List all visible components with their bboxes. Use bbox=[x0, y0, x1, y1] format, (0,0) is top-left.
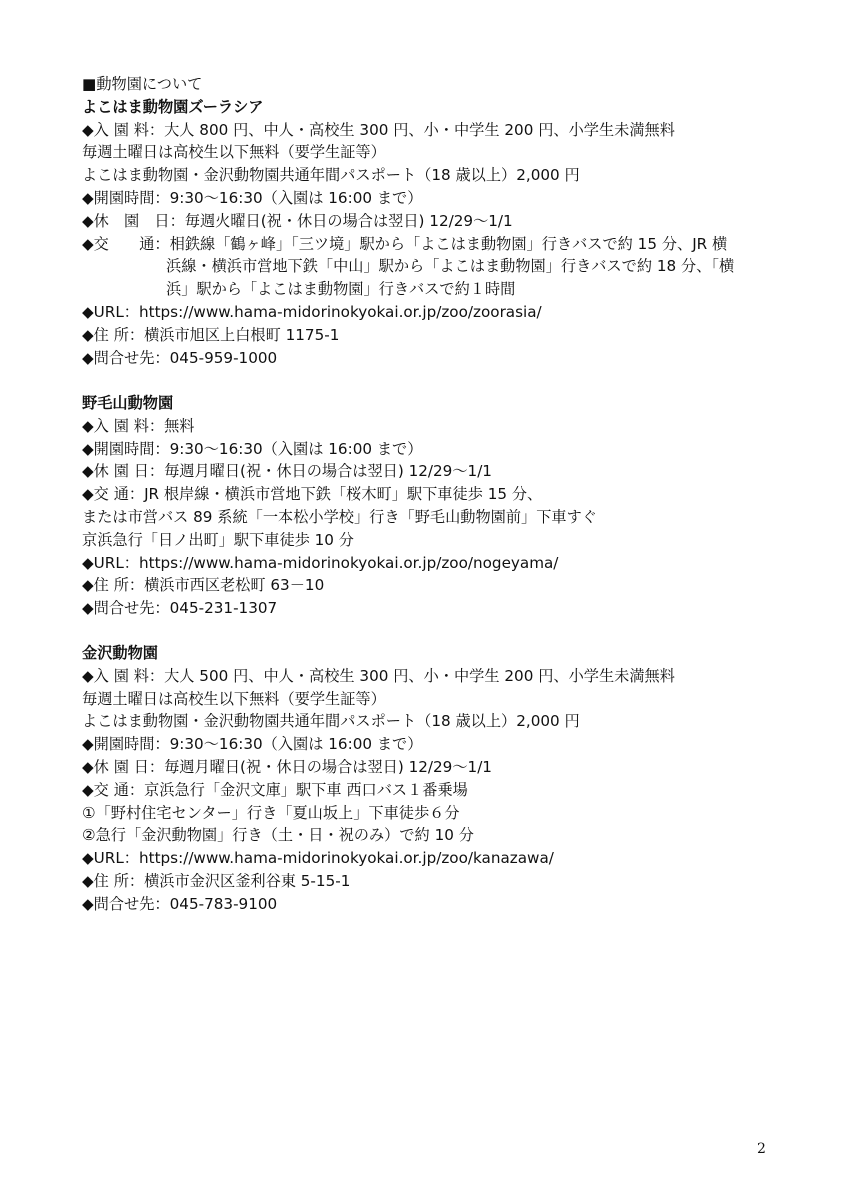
zoorasia-url: ◆URL：https://www.hama-midorinokyokai.or.jp/zoo/zoorasia/ bbox=[82, 302, 542, 321]
page-heading: ■動物園について bbox=[82, 75, 203, 93]
nogeyama-access-line-3: 京浜急行「日ノ出町」駅下車徒歩 10 分 bbox=[82, 530, 354, 549]
zoorasia-contact: ◆問合せ先：045-959-1000 bbox=[82, 348, 278, 367]
kanazawa-title: 金沢動物園 bbox=[82, 644, 158, 662]
kanazawa-admission: ◆入 園 料：大人 500 円、中人・高校生 300 円、小・中学生 200 円、小学生未満無料 bbox=[82, 666, 675, 685]
nogeyama-title: 野毛山動物園 bbox=[82, 394, 174, 412]
zoorasia-access bbox=[82, 233, 782, 256]
page-number: 2 bbox=[757, 1141, 766, 1157]
zoorasia-access-line-2: 浜線・横浜市営地下鉄「中山」駅から「よこはま動物園」行きバスで約 18 分、「横 bbox=[166, 257, 735, 276]
nogeyama-contact: ◆問合せ先：045-231-1307 bbox=[82, 599, 278, 618]
zoorasia-saturday-note: 毎週土曜日は高校生以下無料（要学生証等） bbox=[82, 143, 386, 162]
kanazawa-address: ◆住 所：横浜市金沢区釜利谷東 5-15-1 bbox=[82, 871, 351, 890]
section-zoorasia bbox=[82, 73, 782, 369]
kanazawa-contact: ◆問合せ先：045-783-9100 bbox=[82, 894, 278, 913]
kanazawa-closed-days: ◆休 園 日：毎週月曜日(祝・休日の場合は翌日) 12/29～1/1 bbox=[82, 757, 492, 776]
nogeyama-closed-days: ◆休 園 日：毎週月曜日(祝・休日の場合は翌日) 12/29～1/1 bbox=[82, 462, 492, 481]
zoorasia-closed-days: ◆休 園 日：毎週火曜日(祝・休日の場合は翌日) 12/29～1/1 bbox=[82, 211, 513, 230]
nogeyama-access-line-2: または市営バス 89 系統「一本松小学校」行き「野毛山動物園前」下車すぐ bbox=[82, 507, 597, 526]
kanazawa-access-line-3: ②急行「金沢動物園」行き（土・日・祝のみ）で約 10 分 bbox=[82, 826, 474, 845]
zoorasia-hours: ◆開園時間：9:30～16:30（入園は 16:00 まで） bbox=[82, 188, 423, 207]
kanazawa-access-line-1: ◆交 通：京浜急行「金沢文庫」駅下車 西口バス１番乗場 bbox=[82, 780, 468, 799]
section-nogeyama bbox=[82, 392, 782, 620]
nogeyama-hours: ◆開園時間：9:30～16:30（入園は 16:00 まで） bbox=[82, 439, 423, 458]
kanazawa-passport: よこはま動物園・金沢動物園共通年間パスポート（18 歳以上）2,000 円 bbox=[82, 712, 580, 731]
nogeyama-access-line-1: ◆交 通：JR 根岸線・横浜市営地下鉄「桜木町」駅下車徒歩 15 分、 bbox=[82, 485, 543, 504]
kanazawa-url: ◆URL：https://www.hama-midorinokyokai.or.jp/zoo/kanazawa/ bbox=[82, 849, 554, 868]
kanazawa-saturday-note: 毎週土曜日は高校生以下無料（要学生証等） bbox=[82, 689, 386, 708]
zoorasia-address: ◆住 所：横浜市旭区上白根町 1175-1 bbox=[82, 325, 340, 344]
nogeyama-address: ◆住 所：横浜市西区老松町 63－10 bbox=[82, 576, 325, 595]
section-kanazawa bbox=[82, 642, 782, 916]
zoorasia-title: よこはま動物園ズーラシア bbox=[82, 97, 264, 116]
zoorasia-admission: ◆入 園 料：大人 800 円、中人・高校生 300 円、小・中学生 200 円、小学生未満無料 bbox=[82, 120, 675, 139]
zoorasia-passport: よこはま動物園・金沢動物園共通年間パスポート（18 歳以上）2,000 円 bbox=[82, 166, 580, 185]
zoorasia-access-label: ◆交 通： bbox=[82, 234, 170, 253]
nogeyama-admission: ◆入 園 料：無料 bbox=[82, 416, 195, 435]
zoorasia-access-line-1: 相鉄線「鶴ヶ峰」「三ツ境」駅から「よこはま動物園」行きバスで約 15 分、JR 横 bbox=[169, 234, 728, 253]
kanazawa-hours: ◆開園時間：9:30～16:30（入園は 16:00 まで） bbox=[82, 735, 423, 754]
zoorasia-access-line-3: 浜」駅から「よこはま動物園」行きバスで約１時間 bbox=[166, 280, 516, 299]
nogeyama-url: ◆URL：https://www.hama-midorinokyokai.or.jp/zoo/nogeyama/ bbox=[82, 553, 559, 572]
kanazawa-access-line-2: ①「野村住宅センター」行き「夏山坂上」下車徒歩６分 bbox=[82, 803, 460, 822]
